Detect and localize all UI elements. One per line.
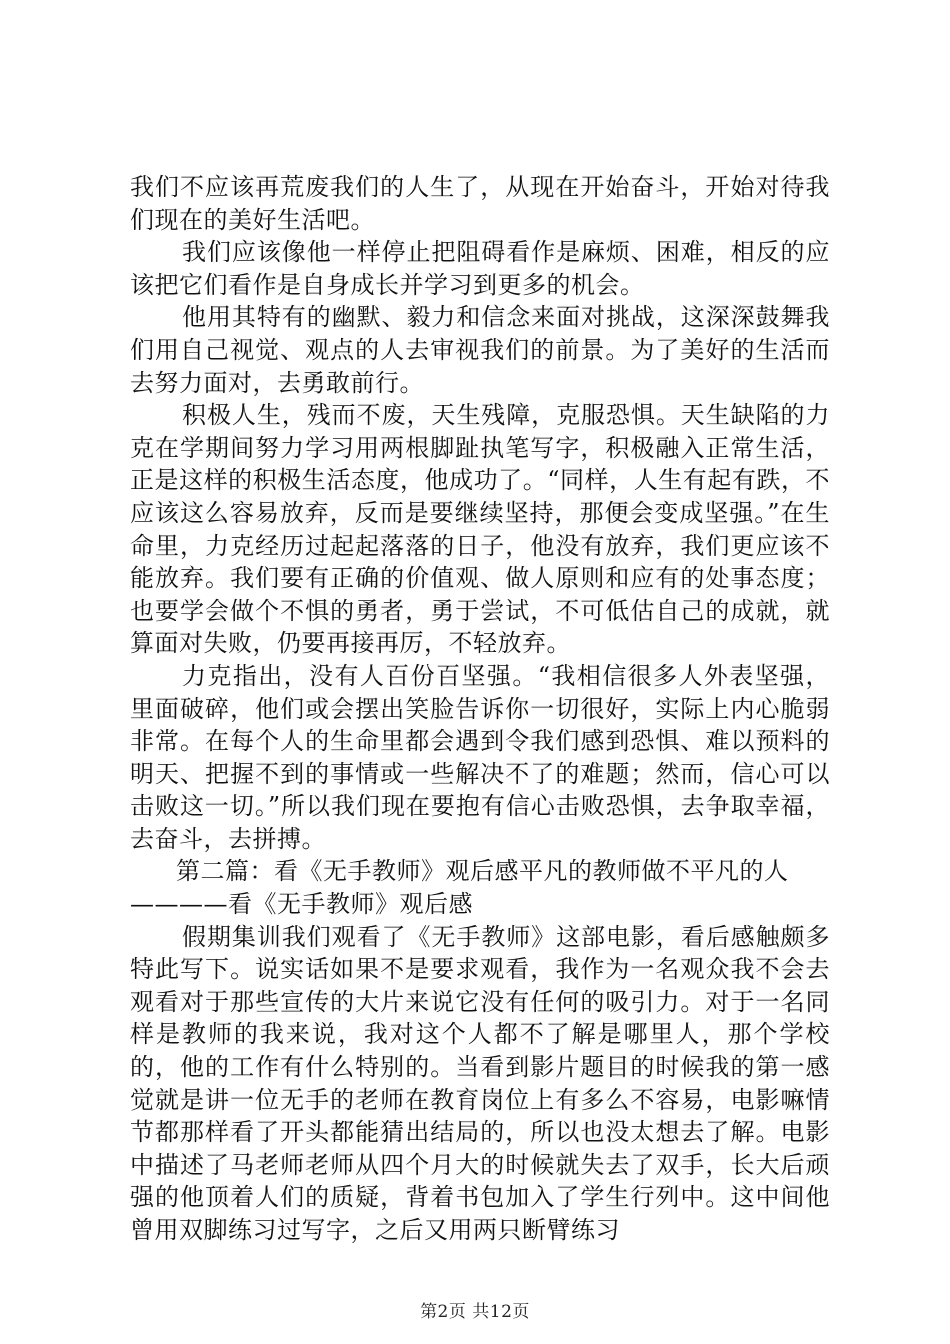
document-body: [130, 171, 830, 1247]
paragraph: 我们不应该再荒废我们的人生了，从现在开始奋斗，开始对待我们现在的美好生活吧。: [130, 173, 830, 234]
paragraph: 积极人生，残而不废，天生残障，克服恐惧。天生缺陷的力克在学期间努力学习用两根脚趾执笔写字，积极融入正常生活，正是这样的积极生活态度，他成功了。“同样，人生有起有跌，不应该这么容易放弃，反而是要继续坚持，那便会变成坚强。”在生命里，力克经历过起起落落的日子，他没有放弃，我们更应该不能放弃。我们要有正确的价值观、做人原则和应有的处事态度；也要学会做个不惧的勇者，勇于尝试，不可低估自己的成就，就算面对失败，仍要再接再厉，不轻放弃。: [130, 401, 830, 658]
page-number-footer: 第2页 共12页: [420, 1302, 530, 1322]
paragraph: 我们应该像他一样停止把阻碍看作是麻烦、困难，相反的应该把它们看作是自身成长并学习到更多的机会。: [130, 238, 830, 299]
section-subtitle: ————看《无手教师》观后感: [130, 890, 473, 919]
paragraph: 他用其特有的幽默、毅力和信念来面对挑战，这深深鼓舞我们用自己视觉、观点的人去审视我们的前景。为了美好的生活而去努力面对，去勇敢前行。: [130, 303, 830, 397]
section-body-paragraph: 假期集训我们观看了《无手教师》这部电影，看后感触颇多特此写下。说实话如果不是要求观看，我作为一名观众我不会去观看对于那些宣传的大片来说它没有任何的吸引力。对于一名同样是教师的我来说，我对这个人都不了解是哪里人，那个学校的，他的工作有什么特别的。当看到影片题目的时候我的第一感觉就是讲一位无手的老师在教育岗位上有多么不容易，电影嘛情节都那样看了开头都能猜出结局的，所以也没太想去了解。电影中描述了马老师老师从四个月大的时候就失去了双手，长大后顽强的他顶着人们的质疑，背着书包加入了学生行列中。这中间他曾用双脚练习过写字，之后又用两只断臂练习: [130, 922, 830, 1244]
paragraph: 力克指出，没有人百份百坚强。“我相信很多人外表坚强，里面破碎，他们或会摆出笑脸告诉你一切很好，实际上内心脆弱非常。在每个人的生命里都会遇到令我们感到恐惧、难以预料的明天、把握不到的事情或一些解决不了的难题；然而，信心可以击败这一切。”所以我们现在要抱有信心击败恐惧，去争取幸福，去奋斗，去拼搏。: [130, 661, 830, 853]
section-title: 第二篇：看《无手教师》观后感平凡的教师做不平凡的人: [176, 857, 789, 886]
